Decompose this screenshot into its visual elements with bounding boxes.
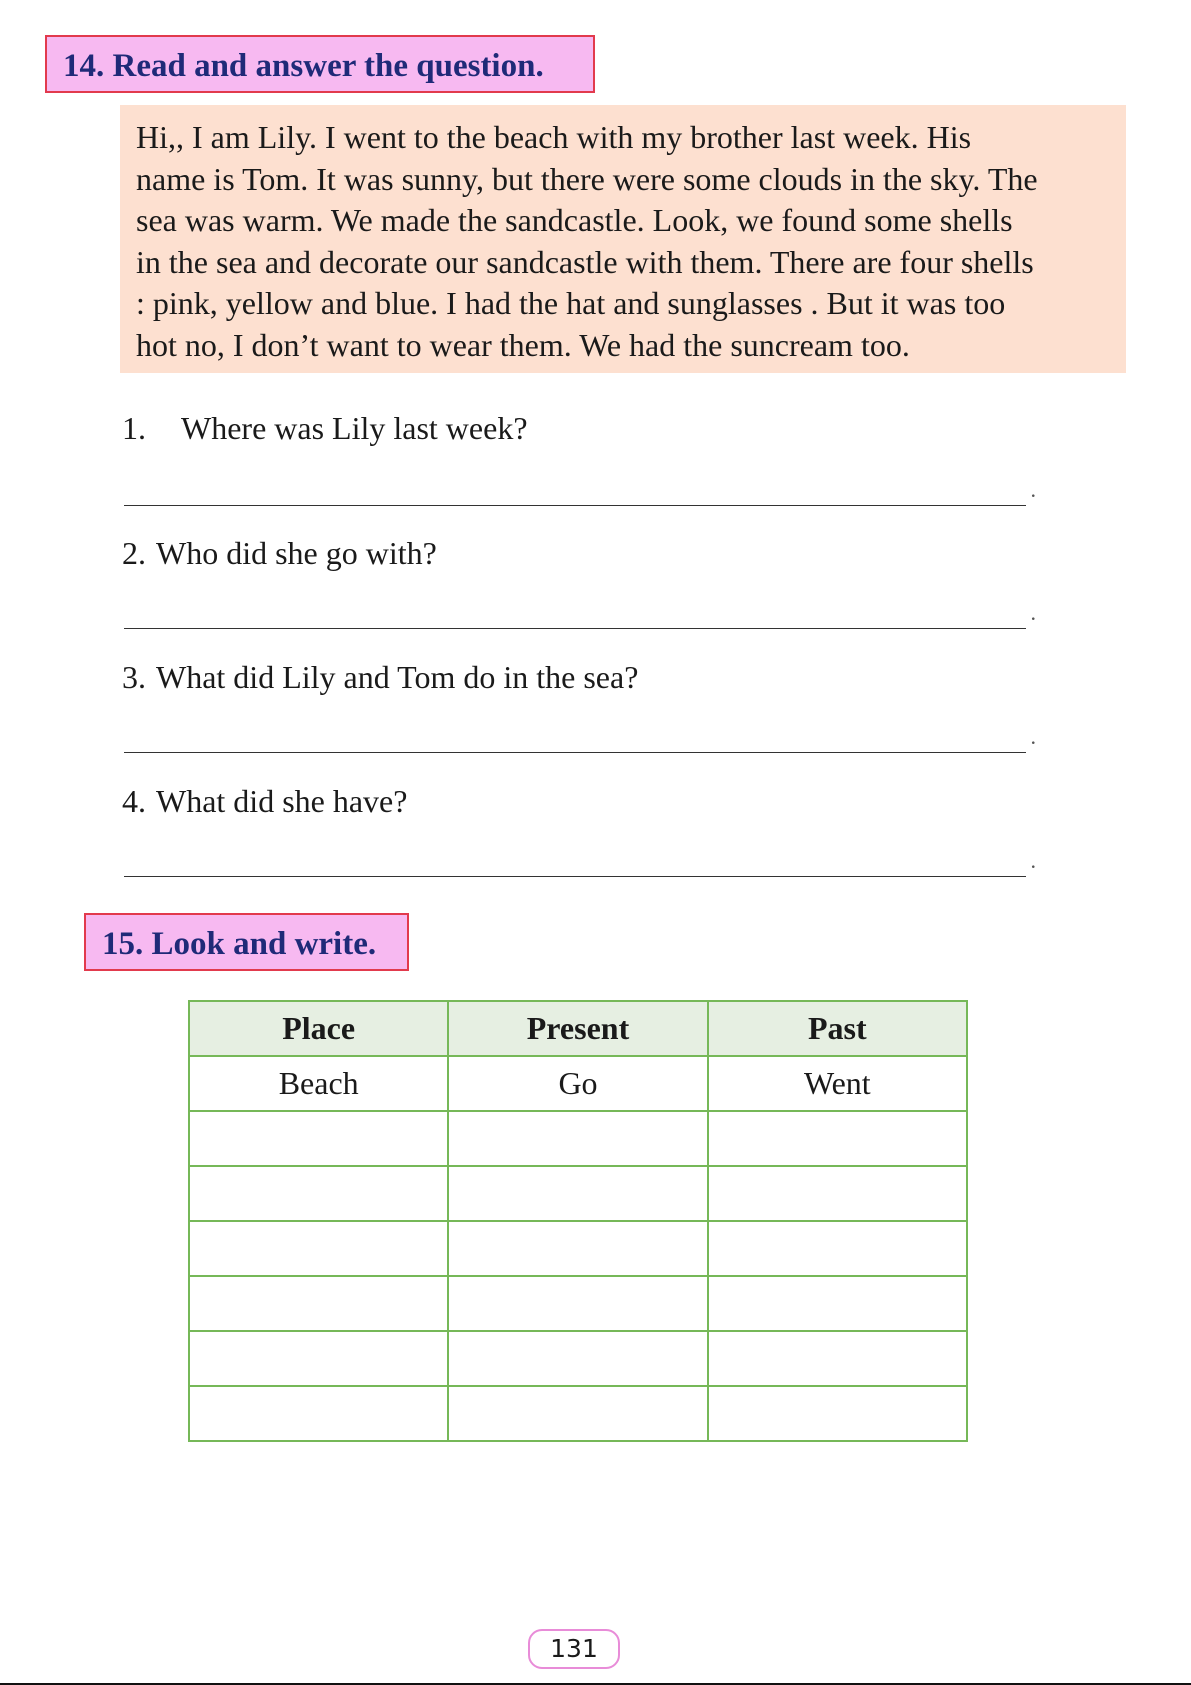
- passage-line: Hi,, I am Lily. I went to the beach with my brother last week. His: [136, 119, 972, 155]
- table-row: [189, 1221, 967, 1276]
- table-cell[interactable]: [708, 1331, 967, 1386]
- table-cell[interactable]: [189, 1221, 448, 1276]
- reading-passage: [120, 105, 1126, 373]
- table-cell[interactable]: [189, 1276, 448, 1331]
- column-header-present: Present: [448, 1001, 707, 1056]
- section-15-heading: 15. Look and write.: [84, 913, 409, 971]
- question-1: [122, 410, 528, 447]
- passage-line: sea was warm. We made the sandcastle. Look, we found some shells: [136, 202, 1013, 238]
- table-cell[interactable]: [189, 1111, 448, 1166]
- column-header-place: Place: [189, 1001, 448, 1056]
- passage-line: name is Tom. It was sunny, but there were some clouds in the sky. The: [136, 160, 1038, 197]
- table-cell: Go: [448, 1056, 707, 1111]
- table-row: [189, 1166, 967, 1221]
- answer-line-1[interactable]: [124, 505, 1026, 506]
- table-cell[interactable]: [448, 1386, 707, 1441]
- question-text: What did Lily and Tom do in the sea?: [156, 659, 639, 695]
- table-cell[interactable]: [708, 1221, 967, 1276]
- answer-line-4[interactable]: [124, 876, 1026, 877]
- section-14-heading: 14. Read and answer the question.: [45, 35, 595, 93]
- table-cell[interactable]: [448, 1331, 707, 1386]
- question-number: 3.: [122, 659, 146, 695]
- table-cell[interactable]: [189, 1331, 448, 1386]
- question-text: Who did she go with?: [156, 535, 437, 571]
- table-row: [189, 1331, 967, 1386]
- question-text: What did she have?: [156, 783, 408, 819]
- question-number: 2.: [122, 535, 146, 571]
- table-row: [189, 1276, 967, 1331]
- table-cell[interactable]: [708, 1276, 967, 1331]
- table-cell[interactable]: [708, 1386, 967, 1441]
- verb-table: [188, 1000, 968, 1442]
- passage-line: hot no, I don’t want to wear them. We had the suncream too.: [136, 326, 910, 363]
- passage-line: in the sea and decorate our sandcastle with them. There are four shells: [136, 243, 1034, 280]
- table-cell[interactable]: [708, 1111, 967, 1166]
- table-cell[interactable]: [448, 1166, 707, 1221]
- answer-line-3[interactable]: [124, 752, 1026, 753]
- question-3: [122, 659, 638, 696]
- table-cell[interactable]: [708, 1166, 967, 1221]
- question-number: 1.: [122, 410, 146, 446]
- passage-line: : pink, yellow and blue. I had the hat and sunglasses . But it was too: [136, 285, 1006, 321]
- answer-line-2[interactable]: [124, 628, 1026, 629]
- table-cell[interactable]: [448, 1221, 707, 1276]
- question-2: [122, 535, 437, 572]
- page-number: 131: [528, 1629, 620, 1669]
- table-row: [189, 1386, 967, 1441]
- table-cell[interactable]: [189, 1166, 448, 1221]
- question-number: 4.: [122, 783, 146, 819]
- table-row: [189, 1111, 967, 1166]
- table-cell[interactable]: [448, 1276, 707, 1331]
- question-text: Where was Lily last week?: [181, 410, 528, 446]
- table-cell: Went: [708, 1056, 967, 1111]
- table-cell[interactable]: [189, 1386, 448, 1441]
- column-header-past: Past: [708, 1001, 967, 1056]
- table-cell: Beach: [189, 1056, 448, 1111]
- table-row: [189, 1056, 967, 1111]
- table-cell[interactable]: [448, 1111, 707, 1166]
- table-header-row: [189, 1001, 967, 1056]
- question-4: [122, 783, 407, 820]
